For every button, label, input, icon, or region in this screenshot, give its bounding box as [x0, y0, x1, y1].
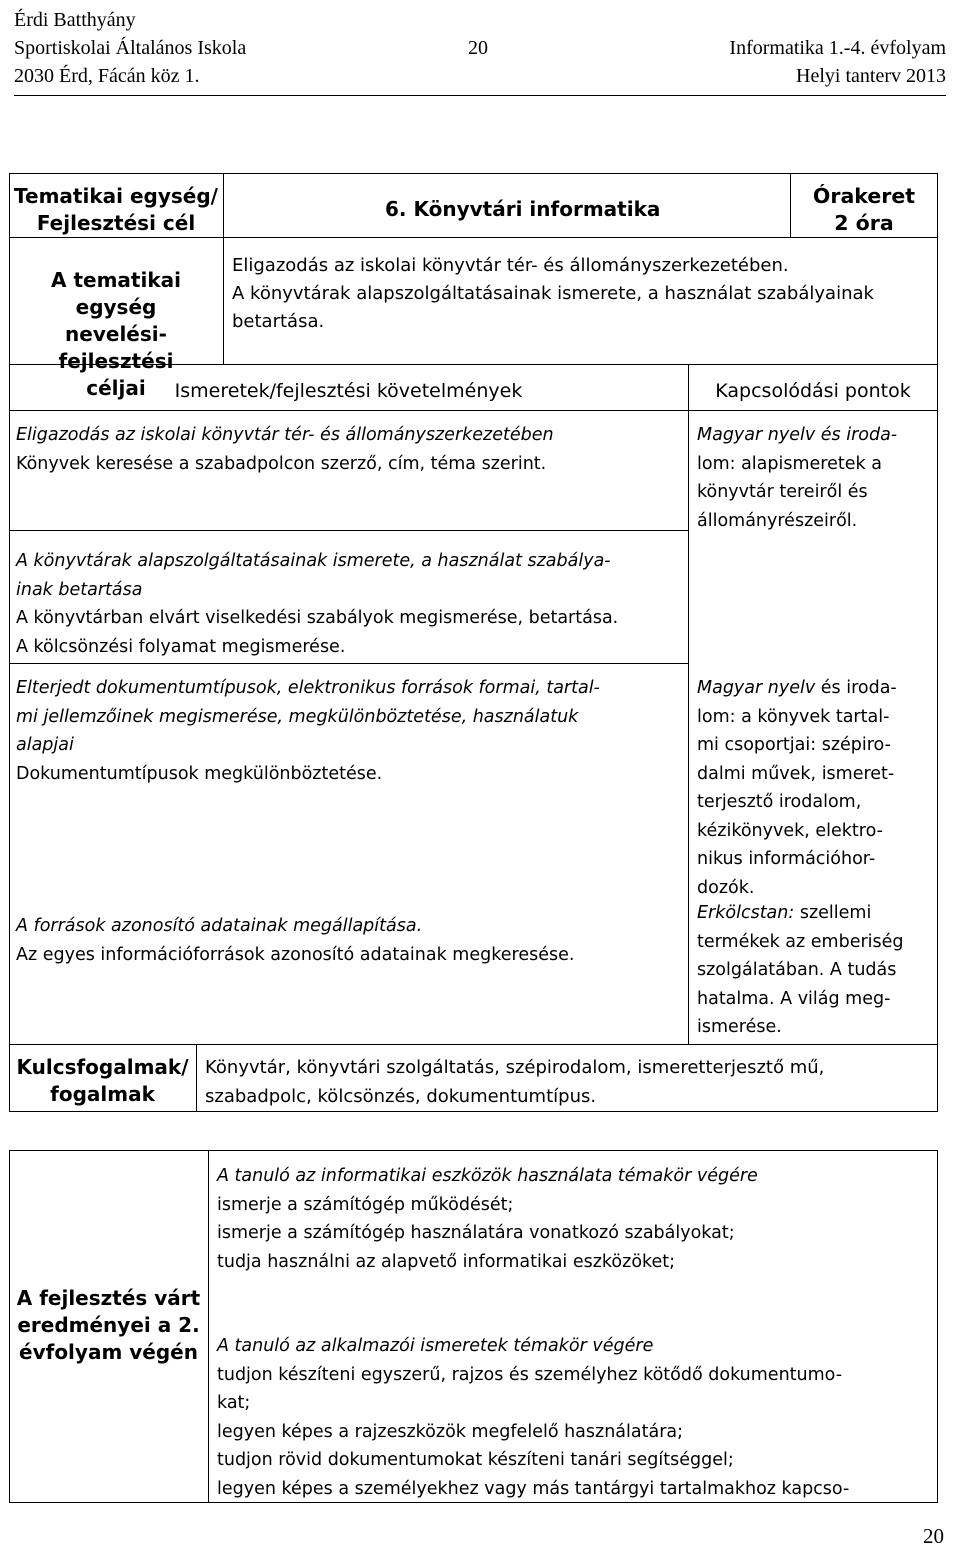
requirements-header: Ismeretek/fejlesztési követelmények: [174, 380, 523, 402]
keywords-text: Könyvtár, könyvtári szolgáltatás, szépirodalom, ismeretterjesztő mű, szabadpolc, kölcsönzés, dokumentumtípus.: [205, 1057, 825, 1107]
header-page-number: 20: [468, 37, 488, 59]
goals-text: Eligazodás az iskolai könyvtár tér- és állományszerkezetében. A könyvtárak alapszolgáltatásainak ismerete, a használat szabályainak betartása.: [232, 255, 874, 332]
connections-header: Kapcsolódási pontok: [715, 380, 911, 402]
header-school: Sportiskolai Általános Iskola: [14, 37, 247, 59]
connections-block-3: Erkölcstan: szellemi termékek az emberiség szolgálatában. A tudás hatalma. A világ meg- ismerése.: [697, 903, 904, 1037]
outcomes-block-2: A tanuló az alkalmazói ismeretek témakör végére tudjon készíteni egyszerű, rajzos és személyhez kötődő dokumentumo- kat; legyen képes a rajzeszközök megfelelő használatára; tudjon rövid dokumentumokat készíteni tanári segítséggel; legyen képes a személyekhez vagy más tantárgyi tartalmakhoz kapcso-: [217, 1336, 850, 1499]
hours-box: [790, 183, 938, 237]
connections-block-2: Magyar nyelv és iroda- lom: a könyvek tartal- mi csoportjai: szépiro- dalmi művek, ismeret- terjesztő irodalom, kézikönyvek, elektro- nikus információhor- dozók.: [697, 678, 897, 898]
header-curriculum: Helyi tanterv 2013: [796, 65, 946, 87]
footer-page-number: 20: [923, 1524, 944, 1548]
keywords-label: Kulcsfogalmak/ fogalmak: [16, 1055, 189, 1106]
header-address: 2030 Érd, Fácán köz 1.: [14, 65, 200, 87]
hours-value: 2 óra: [834, 211, 894, 235]
unit-title: 6. Könyvtári informatika: [385, 197, 661, 221]
outcomes-block-1: A tanuló az informatikai eszközök használata témakör végére ismerje a számítógép működését; ismerje a számítógép használatára vonatkozó szabályokat; tudja használni az alapvető informatikai eszközöket;: [217, 1166, 758, 1272]
outcomes-label: A fejlesztés várt eredményei a 2. évfolyam végén: [16, 1286, 201, 1364]
header-subject: Informatika 1.-4. évfolyam: [729, 37, 946, 59]
hours-label: Órakeret: [812, 184, 916, 208]
unit-label: Tematikai egység/ Fejlesztési cél: [14, 184, 218, 235]
connections-block-1: Magyar nyelv és iroda- lom: alapismeretek a könyvtár tereiről és állományrészeiről.: [697, 425, 898, 531]
goals-label: A tematikai egység nevelési-fejlesztési céljai: [51, 268, 181, 400]
requirements-block-1: Eligazodás az iskolai könyvtár tér- és állományszerkezetében Könyvek keresése a szabadpolcon szerző, cím, téma szerint.: [16, 425, 554, 474]
requirements-block-3: Elterjedt dokumentumtípusok, elektronikus források formai, tartal- mi jellemzőinek megismerése, megkülönböztetése, használatuk alapjai Dokumentumtípusok megkülönböztetése.: [16, 678, 600, 784]
requirements-block-2: A könyvtárak alapszolgáltatásainak ismerete, a használat szabálya- inak betartása A könyvtárban elvárt viselkedési szabályok megismerése, betartása. A kölcsönzési folyamat megismerése.: [16, 551, 619, 657]
header-rule: [14, 95, 946, 96]
requirements-block-4: A források azonosító adatainak megállapítása. Az egyes információforrások azonosító adatainak megkeresése.: [16, 916, 575, 965]
header-name: Érdi Batthyány: [14, 9, 136, 31]
